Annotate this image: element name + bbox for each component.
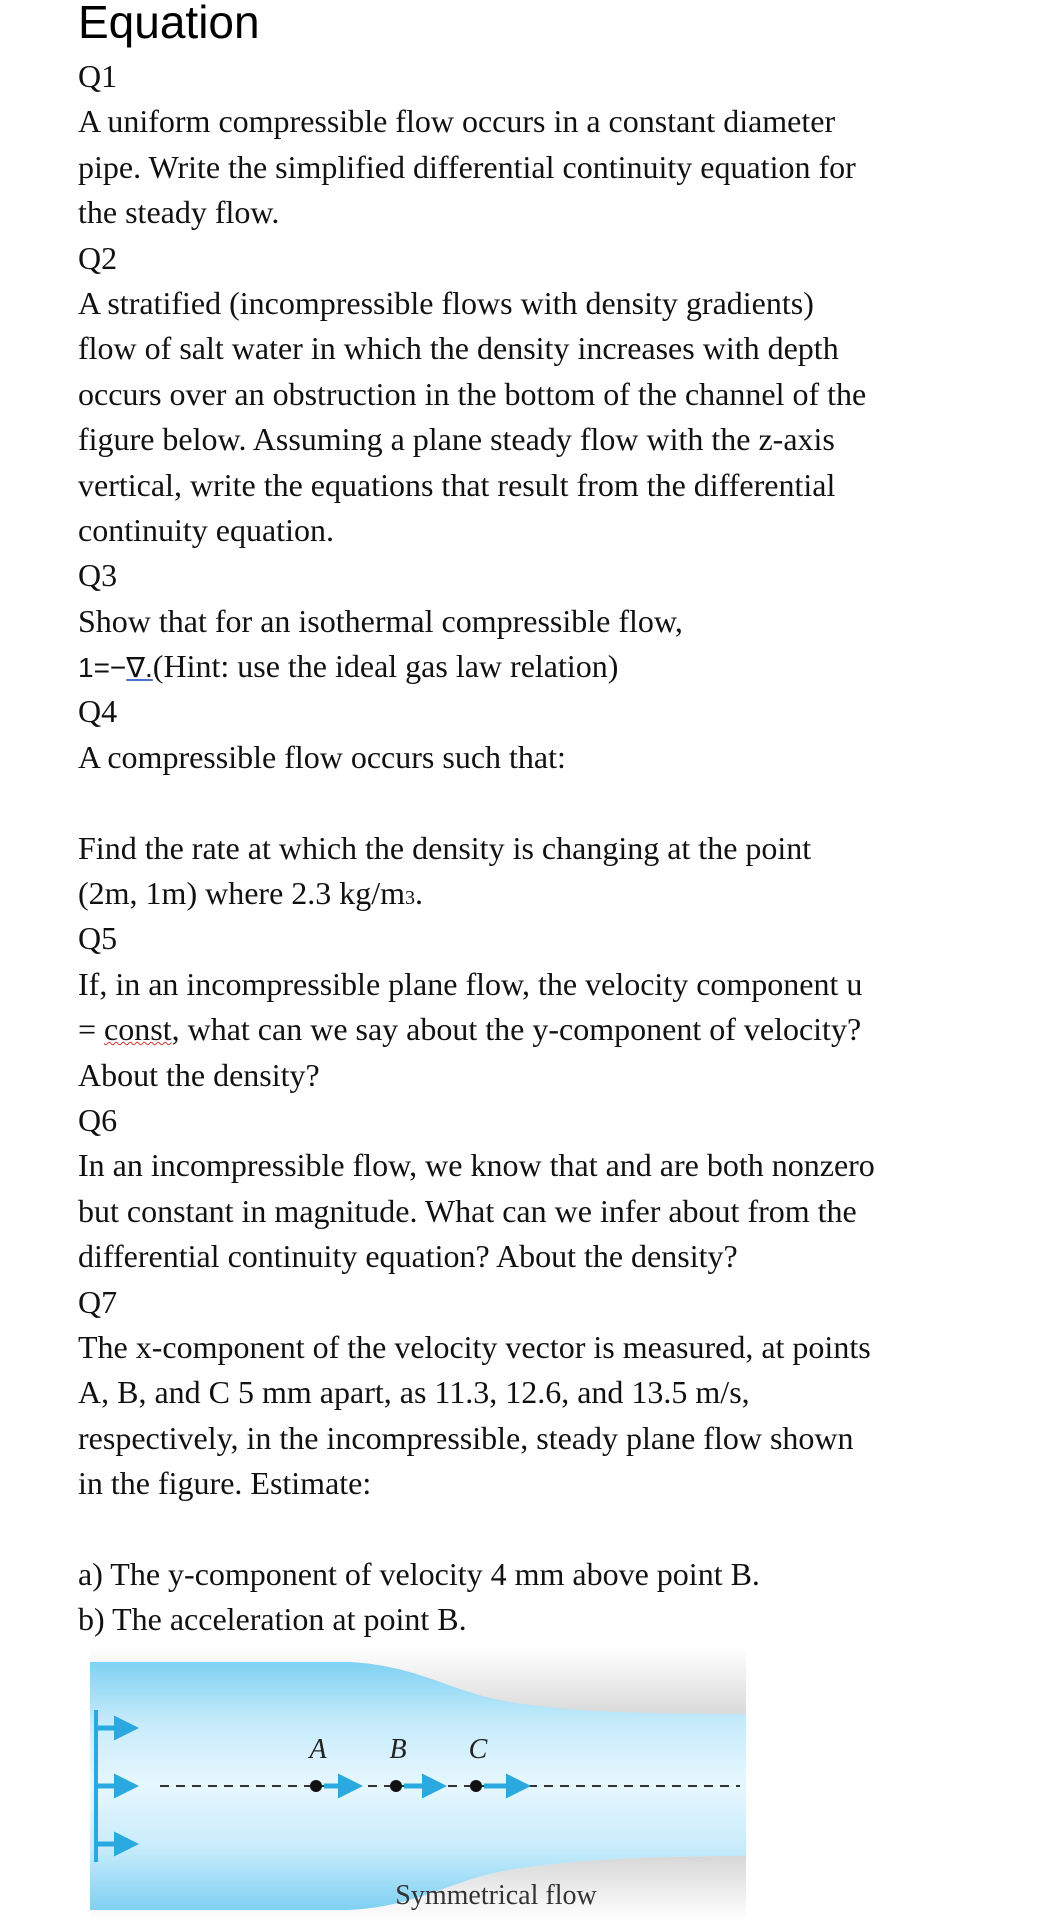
q7-text-line: in the figure. Estimate:: [78, 1465, 372, 1502]
q1-text-line: A uniform compressible flow occurs in a constant diameter: [78, 103, 836, 140]
q7-part-b: b) The acceleration at point B.: [78, 1601, 467, 1638]
point-b-dot: [390, 1780, 402, 1792]
q6-text-line: differential continuity equation? About the density?: [78, 1238, 738, 1275]
paragraph-gap: [78, 1507, 978, 1552]
q5-question: , what can we say about the y-component of velocity?: [171, 1011, 862, 1048]
q1-text-line: pipe. Write the simplified differential continuity equation for: [78, 148, 856, 185]
point-a-label: A: [309, 1734, 327, 1765]
q6-label: Q6: [78, 1101, 118, 1138]
q1-text-line: the steady flow.: [78, 194, 280, 231]
spellcheck-word-const: const: [104, 1011, 172, 1048]
q4-units-exponent: 3: [405, 887, 416, 910]
q3-equation-line: [78, 644, 978, 689]
q4-text-line: Find the rate at which the density is changing at the point: [78, 829, 812, 866]
q2-text-line: flow of salt water in which the density increases with depth: [78, 330, 839, 367]
q3-equation-prefix: 1=−: [78, 652, 127, 684]
q2-text-line: continuity equation.: [78, 511, 334, 548]
q7-text-line: The x-component of the velocity vector is measured, at points: [78, 1328, 871, 1365]
q5-text-line: [78, 1007, 978, 1052]
flow-figure: [90, 1648, 746, 1920]
equation-gap: [78, 780, 978, 825]
q5-label: Q5: [78, 920, 118, 957]
q7-part-a: a) The y-component of velocity 4 mm above point B.: [78, 1555, 760, 1592]
q7-text-line: A, B, and C 5 mm apart, as 11.3, 12.6, and 13.5 m/s,: [78, 1374, 750, 1411]
q7-label: Q7: [78, 1283, 118, 1320]
q2-text-line: figure below. Assuming a plane steady flow with the z-axis: [78, 421, 835, 458]
q5-text-line: About the density?: [78, 1056, 320, 1093]
page-title: Equation: [78, 0, 260, 48]
q3-hint: (Hint: use the ideal gas law relation): [152, 648, 619, 685]
q2-text-line: vertical, write the equations that result from the differential: [78, 466, 836, 503]
point-c-label: C: [468, 1734, 488, 1765]
nabla-symbol: ∇.: [126, 652, 153, 684]
q2-text-line: occurs over an obstruction in the bottom of the channel of the: [78, 375, 867, 412]
q1-label: Q1: [78, 58, 118, 94]
q4-point-text: (2m, 1m) where 2.3 kg/m: [78, 875, 406, 912]
q5-equals: =: [78, 1011, 105, 1048]
q4-text-line: A compressible flow occurs such that:: [78, 738, 566, 775]
q3-text-line: Show that for an isothermal compressible flow,: [78, 602, 683, 639]
q4-label: Q4: [78, 693, 118, 730]
point-c-dot: [470, 1780, 482, 1792]
point-b-label: B: [389, 1734, 407, 1765]
q4-period: .: [415, 875, 424, 912]
q5-text-line: If, in an incompressible plane flow, the velocity component u: [78, 965, 863, 1002]
point-a-dot: [310, 1780, 322, 1792]
document-body: [78, 54, 978, 1643]
q2-label: Q2: [78, 239, 118, 276]
q3-label: Q3: [78, 557, 118, 594]
q7-text-line: respectively, in the incompressible, steady plane flow shown: [78, 1419, 854, 1456]
q2-text-line: A stratified (incompressible flows with density gradients): [78, 284, 814, 321]
q4-text-line: [78, 871, 978, 916]
q6-text-line: but constant in magnitude. What can we infer about from the: [78, 1192, 857, 1229]
q6-text-line: In an incompressible flow, we know that and are both nonzero: [78, 1147, 875, 1184]
figure-caption: Symmetrical flow: [395, 1880, 597, 1911]
